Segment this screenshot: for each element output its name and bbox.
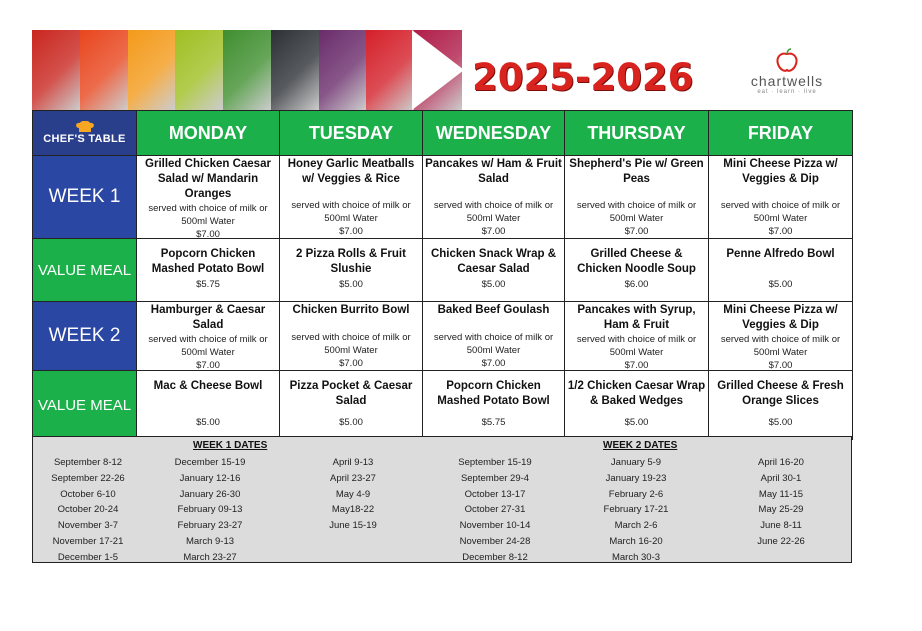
meal-title: 2 Pizza Rolls & Fruit Slushie [296,248,406,275]
food-photo-tile [319,30,367,110]
meal-served-with: served with choice of milk or 500ml Water [720,334,841,358]
menu-cell [423,302,565,371]
date-range: March 23-27 [183,551,237,563]
menu-cell [137,302,280,371]
meal-title: Chicken Snack Wrap & Caesar Salad [430,248,557,275]
meal-served-with: served with choice of milk or 500ml Water [433,200,554,224]
date-range: March 30-3 [611,551,661,563]
date-range: December 1-5 [57,551,119,563]
date-range: May 25-29 [758,504,804,516]
date-range: May18-22 [331,504,375,516]
food-photo-tile [80,30,128,110]
date-range: April 23-27 [330,472,376,484]
meal-title: Pancakes with Syrup, Ham & Fruit [577,304,696,331]
date-range: November 24-28 [459,535,531,547]
date-column [28,455,148,566]
food-photo-tile [366,30,414,110]
meal-title: Grilled Cheese & Chicken Noodle Soup [577,248,696,275]
date-range: October 27-31 [464,504,526,516]
value-meal-label: VALUE MEAL [33,371,137,440]
apple-icon [772,48,802,74]
dates-panel [32,436,852,563]
day-header-thursday: THURSDAY [565,111,709,156]
meal-title: Honey Garlic Meatballs w/ Veggies & Rice [287,158,415,185]
date-column [576,455,696,566]
meal-price: $7.00 [339,226,363,237]
food-photo-strip [32,30,462,110]
date-range: March 16-20 [609,535,663,547]
meal-title: Popcorn Chicken Mashed Potato Bowl [437,380,550,407]
food-photo-tile [271,30,319,110]
date-range: February 09-13 [177,504,243,516]
chefs-table-logo [33,111,137,156]
menu-cell [709,302,853,371]
food-photo-tile [175,30,223,110]
day-header-monday: MONDAY [137,111,280,156]
meal-title: Shepherd's Pie w/ Green Peas [569,158,704,185]
date-range: October 13-17 [464,488,526,500]
menu-cell [565,156,709,239]
week-label: WEEK 2 [33,302,137,371]
date-range: September 22-26 [51,472,125,484]
date-range: September 29-4 [460,472,530,484]
date-range: October 20-24 [57,504,119,516]
meal-title: Mini Cheese Pizza w/ Veggies & Dip [723,304,838,331]
date-range: February 17-21 [603,504,669,516]
school-year-title: 2025-2026 [472,56,694,99]
meal-title: Pizza Pocket & Caesar Salad [289,380,413,407]
chevron-shape [412,30,464,110]
date-range: April 30-1 [760,472,802,484]
menu-cell [280,239,423,302]
date-range: May 11-15 [758,488,804,500]
date-range: November 17-21 [52,535,124,547]
meal-price: $7.00 [768,360,793,371]
value-meal-label: VALUE MEAL [33,239,137,302]
meal-price: $5.00 [624,417,649,428]
meal-price: $7.00 [768,226,793,237]
meal-price: $5.00 [339,279,363,290]
meal-price: $5.00 [196,417,220,428]
food-photo-tile [32,30,80,110]
date-range: December 8-12 [462,551,528,563]
week-row [33,156,853,239]
value-meal-row [33,239,853,302]
date-column [435,455,555,566]
menu-cell [565,371,709,440]
day-header-tuesday: TUESDAY [280,111,423,156]
date-range: January 19-23 [605,472,667,484]
date-range: February 2-6 [608,488,664,500]
meal-price: $6.00 [624,279,649,290]
date-range: April 16-20 [758,457,804,468]
date-range: June 8-11 [760,520,802,532]
chefs-table-text: CHEF'S TABLE [43,133,126,145]
date-range: May 4-9 [335,488,371,500]
meal-price: $5.00 [481,279,506,290]
meal-served-with: served with choice of milk or 500ml Water [720,200,841,224]
meal-price: $7.00 [196,360,220,371]
brand-tagline: eat · learn · live [757,89,817,95]
menu-table [32,110,853,440]
meal-price: $5.75 [481,417,506,428]
food-photo-tile [128,30,176,110]
day-header-wednesday: WEDNESDAY [423,111,565,156]
menu-cell [709,156,853,239]
menu-cell [137,239,280,302]
date-column [293,455,413,534]
meal-price: $5.00 [768,279,793,290]
date-range: April 9-13 [332,457,374,468]
chartwells-logo [732,48,842,108]
meal-price: $5.00 [339,417,363,428]
week1-dates-header: WEEK 1 DATES [193,440,268,451]
meal-served-with: served with choice of milk or 500ml Water [291,332,411,356]
day-header-friday: FRIDAY [709,111,853,156]
meal-served-with: served with choice of milk or 500ml Water [291,200,411,224]
meal-price: $7.00 [624,360,649,371]
menu-cell [423,239,565,302]
meal-price: $5.75 [196,279,220,290]
meal-served-with: served with choice of milk or 500ml Water [148,334,268,358]
meal-price: $7.00 [624,226,649,237]
date-range: June 22-26 [757,535,805,547]
date-range: September 8-12 [53,457,123,468]
header-banner [32,30,852,110]
date-column [150,455,270,566]
date-range: February 23-27 [177,520,243,532]
menu-cell [423,156,565,239]
meal-title: Mac & Cheese Bowl [153,380,263,392]
meal-title: 1/2 Chicken Caesar Wrap & Baked Wedges [567,380,706,407]
day-header-row [33,111,853,156]
value-meal-row [33,371,853,440]
meal-served-with: served with choice of milk or 500ml Water [576,334,697,358]
menu-cell [709,371,853,440]
week2-dates-header: WEEK 2 DATES [603,440,678,451]
meal-price: $7.00 [481,358,506,369]
chef-hat-icon [74,121,96,133]
meal-title: Chicken Burrito Bowl [292,304,410,316]
meal-title: Grilled Cheese & Fresh Orange Slices [717,380,844,407]
meal-served-with: served with choice of milk or 500ml Water [433,332,554,356]
meal-title: Baked Beef Goulash [437,304,550,316]
meal-price: $7.00 [481,226,506,237]
meal-served-with: served with choice of milk or 500ml Water [148,203,268,227]
food-photo-tile [223,30,271,110]
date-range: March 2-6 [614,520,658,532]
meal-price: $5.00 [768,417,793,428]
date-range: November 3-7 [57,520,119,532]
meal-title: Grilled Chicken Caesar Salad w/ Mandarin Oranges [145,158,271,200]
meal-title: Mini Cheese Pizza w/ Veggies & Dip [723,158,838,185]
date-range: September 15-19 [458,457,532,468]
meal-title: Pancakes w/ Ham & Fruit Salad [425,158,562,185]
meal-title: Hamburger & Caesar Salad [150,304,266,331]
brand-name: chartwells [750,73,824,89]
meal-price: $7.00 [339,358,363,369]
menu-cell [709,239,853,302]
date-range: June 15-19 [329,520,377,532]
menu-cell [280,156,423,239]
date-range: November 10-14 [459,520,531,532]
menu-cell [280,302,423,371]
date-range: October 6-10 [60,488,116,500]
date-range: January 5-9 [610,457,662,468]
meal-title: Penne Alfredo Bowl [726,248,835,260]
week-label: WEEK 1 [33,156,137,239]
menu-cell [280,371,423,440]
meal-served-with: served with choice of milk or 500ml Water [576,200,697,224]
date-range: January 26-30 [179,488,241,500]
meal-price: $7.00 [196,229,220,240]
menu-cell [565,239,709,302]
meal-title: Popcorn Chicken Mashed Potato Bowl [151,248,265,275]
week-row [33,302,853,371]
menu-cell [137,156,280,239]
date-column [721,455,841,550]
date-range: March 9-13 [185,535,235,547]
menu-cell [423,371,565,440]
menu-cell [137,371,280,440]
date-range: January 12-16 [179,472,241,484]
date-range: December 15-19 [174,457,246,468]
menu-cell [565,302,709,371]
